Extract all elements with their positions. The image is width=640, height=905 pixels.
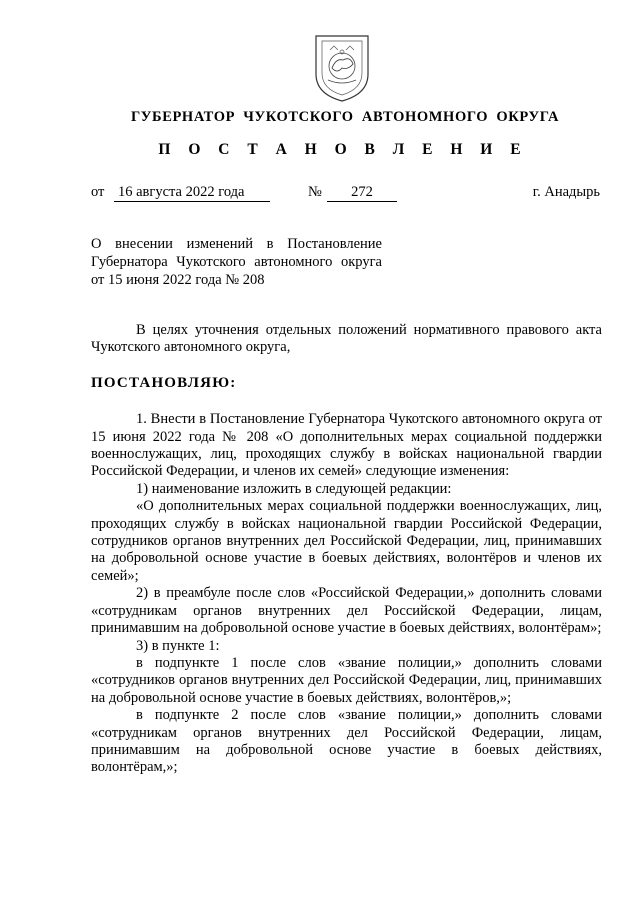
- decree-heading: ПОСТАНОВЛЯЮ:: [91, 374, 237, 391]
- document-city: г. Анадырь: [532, 184, 600, 200]
- coat-of-arms-emblem: [310, 30, 374, 104]
- document-subject: [91, 235, 382, 289]
- body-paragraph: 1) наименование изложить в следующей редакции:: [136, 480, 452, 497]
- subject-line: О внесении изменений в Постановление: [91, 236, 382, 252]
- body-paragraph: в подпункте 1 после слов «звание полиции,» дополнить словами «сотрудников органов внутренних дел Российской Федерации, лиц, принимавших на добровольной основе участие в боевых действиях, волонтёров,»;: [91, 654, 602, 706]
- preamble-paragraph: В целях уточнения отдельных положений нормативного правового акта Чукотского автономного округа,: [91, 322, 602, 356]
- number-sign-label: №: [308, 184, 322, 200]
- subject-line: от 15 июня 2022 года № 208: [91, 272, 265, 288]
- organization-title: ГУБЕРНАТОР ЧУКОТСКОГО АВТОНОМНОГО ОКРУГА: [130, 109, 560, 125]
- body-paragraph: 3) в пункте 1:: [136, 637, 220, 654]
- body-paragraph: «О дополнительных мерах социальной поддержки военнослужащих, лиц, проходящих службу в войсках национальной гвардии Российской Федерации, сотрудников органов внутренних дел Российской Федерации, лиц, принимавших на добровольной основе участие в боевых действиях, волонтёров и членов их семей»;: [91, 498, 602, 584]
- document-body: [91, 322, 602, 777]
- document-number: 272: [327, 184, 397, 202]
- body-paragraph: 1. Внести в Постановление Губернатора Чукотского автономного округа от 15 июня 2022 года № 208 «О дополнительных мерах социальной поддержки военнослужащих, лиц, проходящих службу в войсках национальной гвардии Российской Федерации, и членов их семей» следующие изменения:: [91, 411, 602, 480]
- body-paragraph: в подпункте 2 после слов «звание полиции,» дополнить словами «сотрудникам органов внутренних дел Российской Федерации, лицам, принимавшим на добровольной основе участие в боевых действиях, волонтёрам,»;: [91, 707, 602, 776]
- document-meta-row: [91, 184, 600, 204]
- document-type-title: П О С Т А Н О В Л Е Н И Е: [158, 141, 528, 158]
- body-paragraph: 2) в преамбуле после слов «Российской Федерации,» дополнить словами «сотрудникам органов внутренних дел Российской Федерации, лицам, принимавшим на добровольной основе участие в боевых действиях, волонтёрам»;: [91, 585, 602, 637]
- date-prefix-label: от: [91, 184, 105, 200]
- subject-line: Губернатора Чукотского автономного округа: [91, 254, 382, 270]
- document-date: 16 августа 2022 года: [114, 184, 270, 202]
